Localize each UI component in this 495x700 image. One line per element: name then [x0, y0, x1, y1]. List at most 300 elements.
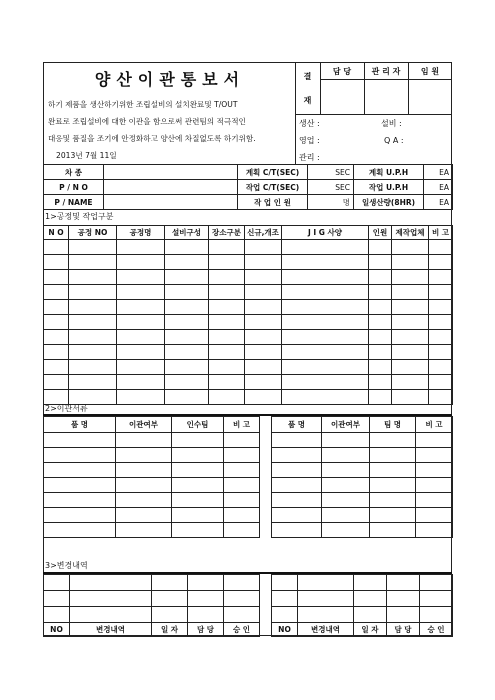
- process-table-cell[interactable]: [44, 375, 69, 390]
- process-table-row: [44, 270, 453, 285]
- documents-left-cell[interactable]: [224, 433, 260, 448]
- process-table-cell[interactable]: [245, 270, 282, 285]
- documents-left-cell[interactable]: [44, 508, 116, 523]
- change-right-col-approval: 승 인: [420, 623, 453, 637]
- col-personnel: 인원: [369, 226, 392, 240]
- process-table-cell[interactable]: [165, 330, 209, 345]
- change-left-col-approval: 승 인: [224, 623, 260, 637]
- documents-right-cell[interactable]: [272, 478, 322, 493]
- process-table-cell[interactable]: [429, 390, 453, 405]
- doc-right-col-item: 품 명: [272, 417, 322, 433]
- process-table-cell[interactable]: [44, 360, 69, 375]
- process-table-cell[interactable]: [117, 285, 165, 300]
- change-left-row: [44, 575, 260, 591]
- documents-right-cell[interactable]: [370, 478, 416, 493]
- documents-right-cell[interactable]: [416, 433, 453, 448]
- col-process-no: 공정 NO: [69, 226, 117, 240]
- documents-right-cell[interactable]: [272, 508, 322, 523]
- process-table-cell[interactable]: [392, 255, 429, 270]
- change-left-cell[interactable]: [152, 575, 188, 591]
- process-table-row: [44, 255, 453, 270]
- process-table-cell[interactable]: [117, 255, 165, 270]
- section3-title: 3>변경내역: [45, 561, 88, 570]
- documents-left-cell[interactable]: [172, 433, 224, 448]
- change-right-cell[interactable]: [298, 575, 354, 591]
- process-table-cell[interactable]: [282, 300, 369, 315]
- change-left-cell[interactable]: [224, 575, 260, 591]
- process-table-cell[interactable]: [69, 285, 117, 300]
- process-table-cell[interactable]: [117, 330, 165, 345]
- change-right-cell[interactable]: [420, 591, 453, 607]
- documents-left-cell[interactable]: [116, 463, 172, 478]
- documents-left-cell[interactable]: [224, 478, 260, 493]
- process-table-cell[interactable]: [245, 315, 282, 330]
- daily-label: 일생산량(8HR): [354, 195, 424, 210]
- document-title: 양산이관통보서: [94, 70, 246, 89]
- process-table-cell[interactable]: [369, 300, 392, 315]
- documents-right-row: [272, 508, 453, 523]
- process-table-row: [44, 315, 453, 330]
- process-table-cell[interactable]: [209, 300, 245, 315]
- documents-right-cell[interactable]: [322, 508, 370, 523]
- process-table-cell[interactable]: [117, 360, 165, 375]
- documents-left-cell[interactable]: [116, 478, 172, 493]
- work-ct-unit: SEC: [308, 180, 354, 195]
- change-left-cell[interactable]: [44, 575, 70, 591]
- change-right-header-row: [272, 623, 453, 637]
- documents-right-row: [272, 433, 453, 448]
- change-right-cell[interactable]: [387, 607, 420, 623]
- documents-left-cell[interactable]: [44, 448, 116, 463]
- process-table-cell[interactable]: [369, 390, 392, 405]
- intro-line-2: 완료로 조립설비에 대한 이관을 함으로써 관련팀의 적극적인: [48, 117, 246, 126]
- car-label: 차 종: [44, 165, 104, 180]
- process-table-cell[interactable]: [369, 360, 392, 375]
- documents-right-row: [272, 463, 453, 478]
- process-table: [43, 225, 453, 405]
- documents-left-cell[interactable]: [224, 508, 260, 523]
- process-table-cell[interactable]: [209, 375, 245, 390]
- process-table-cell[interactable]: [369, 330, 392, 345]
- documents-right-cell[interactable]: [416, 463, 453, 478]
- change-left-row: [44, 591, 260, 607]
- documents-right-cell[interactable]: [416, 448, 453, 463]
- process-table-cell[interactable]: [117, 345, 165, 360]
- change-right-row: [272, 591, 453, 607]
- documents-left-cell[interactable]: [172, 478, 224, 493]
- process-table-cell[interactable]: [69, 330, 117, 345]
- process-table-cell[interactable]: [69, 360, 117, 375]
- process-table-cell[interactable]: [117, 375, 165, 390]
- process-table-cell[interactable]: [429, 375, 453, 390]
- process-table-cell[interactable]: [245, 390, 282, 405]
- process-table-cell[interactable]: [282, 240, 369, 255]
- process-table-cell[interactable]: [369, 375, 392, 390]
- intro-line-1: 하기 제품을 생산하기위한 조립설비의 설치완료및 T/OUT: [48, 100, 238, 109]
- documents-left-row: [44, 523, 260, 538]
- dist-sales: 영업 :: [299, 136, 320, 145]
- process-table-cell[interactable]: [245, 240, 282, 255]
- documents-right-cell[interactable]: [370, 463, 416, 478]
- process-table-cell[interactable]: [165, 375, 209, 390]
- process-table-cell[interactable]: [69, 270, 117, 285]
- process-table-cell[interactable]: [165, 285, 209, 300]
- change-left-cell[interactable]: [70, 591, 152, 607]
- documents-right-cell[interactable]: [416, 523, 453, 538]
- process-table-row: [44, 390, 453, 405]
- col-maker: 제작업체: [392, 226, 429, 240]
- documents-left-cell[interactable]: [44, 478, 116, 493]
- documents-left-cell[interactable]: [172, 448, 224, 463]
- documents-right-cell[interactable]: [416, 478, 453, 493]
- change-right-cell[interactable]: [354, 591, 387, 607]
- documents-right-cell[interactable]: [370, 448, 416, 463]
- process-table-cell[interactable]: [429, 240, 453, 255]
- change-right-col-date: 일 자: [354, 623, 387, 637]
- documents-left-cell[interactable]: [224, 463, 260, 478]
- documents-right-cell[interactable]: [370, 508, 416, 523]
- documents-left-cell[interactable]: [116, 508, 172, 523]
- documents-right-cell[interactable]: [322, 493, 370, 508]
- process-table-cell[interactable]: [44, 270, 69, 285]
- process-table-cell[interactable]: [245, 360, 282, 375]
- change-left-col-date: 일 자: [152, 623, 188, 637]
- process-table-cell[interactable]: [44, 300, 69, 315]
- documents-left-cell[interactable]: [172, 463, 224, 478]
- change-right-cell[interactable]: [298, 591, 354, 607]
- change-left-header-row: [44, 623, 260, 637]
- process-table-cell[interactable]: [44, 315, 69, 330]
- change-left-cell[interactable]: [224, 607, 260, 623]
- process-table-cell[interactable]: [392, 240, 429, 255]
- process-table-cell[interactable]: [245, 330, 282, 345]
- documents-left-row: [44, 493, 260, 508]
- doc-left-col-remarks: 비 고: [224, 417, 260, 433]
- process-table-cell[interactable]: [245, 285, 282, 300]
- work-uph-unit: EA: [424, 180, 453, 195]
- process-table-cell[interactable]: [282, 375, 369, 390]
- documents-left-cell[interactable]: [116, 523, 172, 538]
- doc-right-col-team: 팀 명: [370, 417, 416, 433]
- documents-left-cell[interactable]: [172, 508, 224, 523]
- documents-right-row: [272, 493, 453, 508]
- process-table-cell[interactable]: [209, 255, 245, 270]
- process-table-cell[interactable]: [69, 345, 117, 360]
- process-table-cell[interactable]: [245, 300, 282, 315]
- process-table-cell[interactable]: [392, 360, 429, 375]
- plan-ct-label: 계획 C/T(SEC): [238, 165, 308, 180]
- change-left-cell[interactable]: [70, 607, 152, 623]
- col-remarks: 비 고: [429, 226, 453, 240]
- documents-table-right: [271, 416, 453, 538]
- plan-uph-label: 계획 U.P.H: [354, 165, 424, 180]
- process-table-cell[interactable]: [165, 390, 209, 405]
- documents-right-cell[interactable]: [272, 493, 322, 508]
- col-jig-spec: J I G 사양: [282, 226, 369, 240]
- change-left-cell[interactable]: [224, 591, 260, 607]
- documents-right-cell[interactable]: [370, 493, 416, 508]
- change-table-right: [271, 574, 453, 637]
- documents-left-cell[interactable]: [116, 493, 172, 508]
- process-table-cell[interactable]: [392, 300, 429, 315]
- documents-left-cell[interactable]: [44, 493, 116, 508]
- process-table-cell[interactable]: [69, 390, 117, 405]
- pno-label: P / N O: [44, 180, 104, 195]
- process-table-cell[interactable]: [69, 315, 117, 330]
- documents-left-cell[interactable]: [116, 433, 172, 448]
- dist-facility: 설비 :: [381, 119, 402, 128]
- change-right-col-change: 변경내역: [298, 623, 354, 637]
- change-left-cell[interactable]: [188, 575, 224, 591]
- process-table-cell[interactable]: [245, 255, 282, 270]
- documents-left-row: [44, 433, 260, 448]
- doc-left-col-team: 인수팀: [172, 417, 224, 433]
- documents-left-cell[interactable]: [116, 448, 172, 463]
- process-table-cell[interactable]: [69, 255, 117, 270]
- documents-left-row: [44, 448, 260, 463]
- change-left-cell[interactable]: [188, 607, 224, 623]
- process-table-cell[interactable]: [392, 375, 429, 390]
- change-right-row: [272, 575, 453, 591]
- process-table-cell[interactable]: [209, 315, 245, 330]
- process-table-row: [44, 240, 453, 255]
- documents-right-cell[interactable]: [322, 523, 370, 538]
- process-table-cell[interactable]: [369, 285, 392, 300]
- change-right-cell[interactable]: [298, 607, 354, 623]
- process-table-cell[interactable]: [282, 360, 369, 375]
- change-right-cell[interactable]: [387, 575, 420, 591]
- process-table-cell[interactable]: [369, 315, 392, 330]
- process-table-cell[interactable]: [282, 345, 369, 360]
- pname-label: P / NAME: [44, 195, 104, 210]
- process-table-cell[interactable]: [282, 255, 369, 270]
- documents-left-row: [44, 463, 260, 478]
- process-table-cell[interactable]: [165, 300, 209, 315]
- process-table-cell[interactable]: [392, 330, 429, 345]
- process-table-cell[interactable]: [392, 285, 429, 300]
- approval-label-top: 결: [303, 72, 312, 81]
- process-table-cell[interactable]: [209, 285, 245, 300]
- documents-right-cell[interactable]: [416, 493, 453, 508]
- process-table-cell[interactable]: [69, 375, 117, 390]
- process-table-cell[interactable]: [392, 345, 429, 360]
- documents-right-cell[interactable]: [272, 523, 322, 538]
- documents-right-row: [272, 448, 453, 463]
- process-table-cell[interactable]: [44, 240, 69, 255]
- doc-right-col-remarks: 비 고: [416, 417, 453, 433]
- process-table-cell[interactable]: [69, 300, 117, 315]
- documents-right-cell[interactable]: [416, 508, 453, 523]
- change-left-cell[interactable]: [70, 575, 152, 591]
- documents-right-cell[interactable]: [272, 433, 322, 448]
- process-table-cell[interactable]: [209, 330, 245, 345]
- documents-right-cell[interactable]: [272, 448, 322, 463]
- process-table-cell[interactable]: [117, 270, 165, 285]
- plan-uph-unit: EA: [424, 165, 453, 180]
- documents-left-row: [44, 478, 260, 493]
- plan-ct-unit: SEC: [308, 165, 354, 180]
- documents-left-cell[interactable]: [224, 493, 260, 508]
- change-right-col-no: NO: [272, 623, 298, 637]
- process-table-cell[interactable]: [209, 240, 245, 255]
- process-table-cell[interactable]: [392, 315, 429, 330]
- change-left-cell[interactable]: [44, 607, 70, 623]
- process-table-cell[interactable]: [429, 285, 453, 300]
- process-table-cell[interactable]: [209, 345, 245, 360]
- process-table-cell[interactable]: [117, 300, 165, 315]
- documents-left-cell[interactable]: [44, 433, 116, 448]
- work-ct-label: 작업 C/T(SEC): [238, 180, 308, 195]
- process-table-cell[interactable]: [209, 390, 245, 405]
- dist-qa: Q A :: [384, 136, 404, 145]
- process-table-cell[interactable]: [282, 330, 369, 345]
- change-left-cell[interactable]: [44, 591, 70, 607]
- process-table-cell[interactable]: [165, 270, 209, 285]
- change-right-cell[interactable]: [420, 575, 453, 591]
- process-table-cell[interactable]: [369, 255, 392, 270]
- process-table-cell[interactable]: [429, 330, 453, 345]
- documents-right-row: [272, 523, 453, 538]
- documents-table-left: [43, 416, 260, 538]
- change-left-col-no: NO: [44, 623, 70, 637]
- change-left-col-owner: 담 당: [188, 623, 224, 637]
- process-table-cell[interactable]: [44, 345, 69, 360]
- process-table-cell[interactable]: [369, 240, 392, 255]
- process-table-cell[interactable]: [429, 255, 453, 270]
- change-left-cell[interactable]: [188, 591, 224, 607]
- intro-line-3: 대응및 품질을 조기에 안정화하고 양산에 차질없도록 하기위함.: [48, 134, 256, 143]
- doc-left-col-transfer: 이관여부: [116, 417, 172, 433]
- change-table-left: [43, 574, 260, 637]
- col-no: N O: [44, 226, 69, 240]
- work-uph-label: 작업 U.P.H: [354, 180, 424, 195]
- process-table-cell[interactable]: [282, 390, 369, 405]
- process-table-cell[interactable]: [245, 345, 282, 360]
- process-table-cell[interactable]: [429, 345, 453, 360]
- documents-right-cell[interactable]: [322, 433, 370, 448]
- documents-left-cell[interactable]: [224, 448, 260, 463]
- process-table-cell[interactable]: [282, 270, 369, 285]
- process-table-cell[interactable]: [429, 360, 453, 375]
- change-right-row: [272, 607, 453, 623]
- approval-line-h: [320, 79, 452, 80]
- process-table-cell[interactable]: [69, 240, 117, 255]
- documents-left-cell[interactable]: [224, 523, 260, 538]
- process-table-cell[interactable]: [165, 360, 209, 375]
- documents-left-row: [44, 508, 260, 523]
- documents-left-cell[interactable]: [172, 523, 224, 538]
- process-table-row: [44, 285, 453, 300]
- documents-left-cell[interactable]: [44, 523, 116, 538]
- process-table-cell[interactable]: [245, 375, 282, 390]
- doc-right-col-transfer: 이관여부: [322, 417, 370, 433]
- change-right-cell[interactable]: [354, 607, 387, 623]
- process-table-cell[interactable]: [44, 330, 69, 345]
- documents-right-row: [272, 478, 453, 493]
- process-table-cell[interactable]: [429, 300, 453, 315]
- process-table-cell[interactable]: [44, 390, 69, 405]
- process-table-cell[interactable]: [117, 240, 165, 255]
- documents-right-cell[interactable]: [370, 523, 416, 538]
- section1-title: 1>공정및 작업구분: [45, 212, 114, 221]
- documents-right-cell[interactable]: [322, 448, 370, 463]
- process-table-cell[interactable]: [369, 270, 392, 285]
- workers-unit: 명: [308, 195, 354, 210]
- process-table-cell[interactable]: [429, 270, 453, 285]
- approval-col-staff: 담 당: [332, 67, 352, 76]
- dist-production: 생산 :: [299, 119, 320, 128]
- col-new-modify: 신규,개조: [245, 226, 282, 240]
- pname-value[interactable]: [104, 195, 238, 210]
- change-left-col-change: 변경내역: [70, 623, 152, 637]
- section2-title: 2>이관서류: [45, 404, 88, 413]
- process-table-row: [44, 360, 453, 375]
- change-left-cell[interactable]: [152, 607, 188, 623]
- process-table-cell[interactable]: [209, 270, 245, 285]
- documents-right-cell[interactable]: [322, 463, 370, 478]
- process-table-cell[interactable]: [209, 360, 245, 375]
- process-table-cell[interactable]: [44, 255, 69, 270]
- info-table: [43, 164, 453, 210]
- process-table-cell[interactable]: [282, 315, 369, 330]
- process-table-cell[interactable]: [392, 390, 429, 405]
- process-table-row: [44, 300, 453, 315]
- documents-right-cell[interactable]: [370, 433, 416, 448]
- change-left-cell[interactable]: [152, 591, 188, 607]
- change-right-cell[interactable]: [272, 607, 298, 623]
- process-table-cell[interactable]: [165, 240, 209, 255]
- change-right-cell[interactable]: [272, 575, 298, 591]
- process-table-cell[interactable]: [392, 270, 429, 285]
- approval-label-bottom: 재: [303, 96, 312, 105]
- process-table-cell[interactable]: [165, 345, 209, 360]
- documents-right-cell[interactable]: [322, 478, 370, 493]
- daily-unit: EA: [424, 195, 453, 210]
- change-left-row: [44, 607, 260, 623]
- col-location: 장소구분: [209, 226, 245, 240]
- change-right-cell[interactable]: [272, 591, 298, 607]
- process-table-cell[interactable]: [429, 315, 453, 330]
- process-table-cell[interactable]: [44, 285, 69, 300]
- change-right-col-owner: 담 당: [387, 623, 420, 637]
- issue-date: 2013년 7월 11일: [56, 151, 117, 160]
- approval-col-executive: 임 원: [420, 67, 440, 76]
- documents-left-cell[interactable]: [172, 493, 224, 508]
- workers-label: 작 업 인 원: [238, 195, 308, 210]
- process-table-row: [44, 345, 453, 360]
- change-right-cell[interactable]: [387, 591, 420, 607]
- process-table-row: [44, 375, 453, 390]
- process-table-cell[interactable]: [165, 315, 209, 330]
- process-table-cell[interactable]: [282, 285, 369, 300]
- process-table-cell[interactable]: [165, 255, 209, 270]
- change-right-cell[interactable]: [354, 575, 387, 591]
- process-table-cell[interactable]: [117, 390, 165, 405]
- car-value[interactable]: [104, 165, 238, 180]
- pno-value[interactable]: [104, 180, 238, 195]
- documents-right-cell[interactable]: [272, 463, 322, 478]
- col-process-name: 공정명: [117, 226, 165, 240]
- process-table-row: [44, 330, 453, 345]
- change-right-cell[interactable]: [420, 607, 453, 623]
- approval-col-manager: 관 리 자: [371, 67, 401, 76]
- col-equipment: 설비구성: [165, 226, 209, 240]
- process-table-cell[interactable]: [117, 315, 165, 330]
- documents-left-cell[interactable]: [44, 463, 116, 478]
- dist-management: 관리 :: [299, 153, 320, 162]
- doc-left-col-item: 품 명: [44, 417, 116, 433]
- process-table-cell[interactable]: [369, 345, 392, 360]
